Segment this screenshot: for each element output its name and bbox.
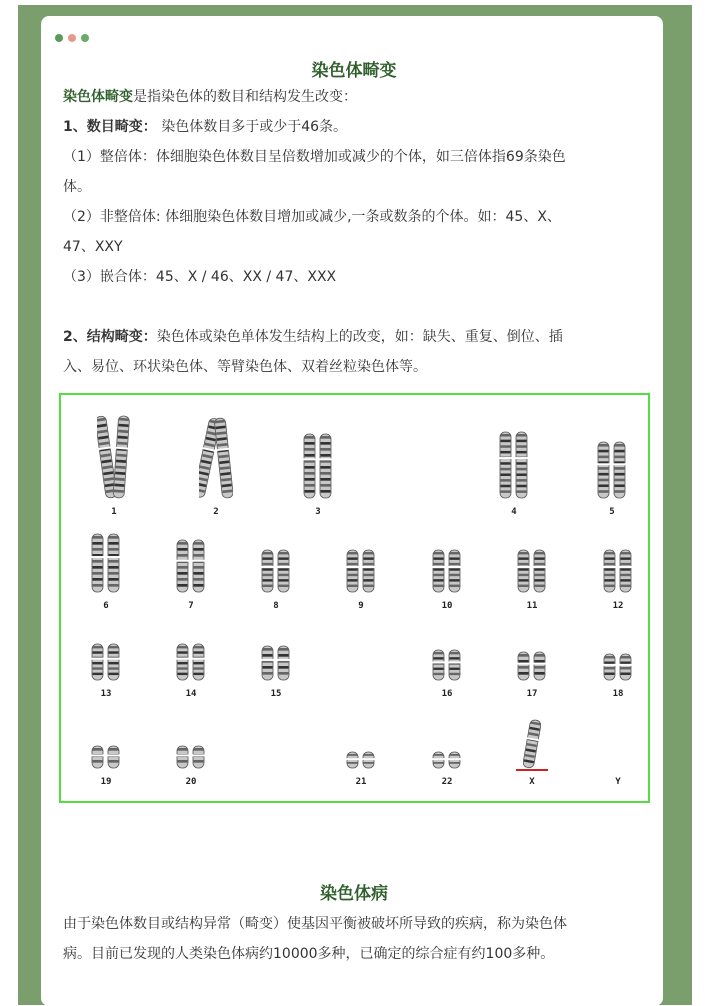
karyotype-label-x: X <box>529 777 535 787</box>
chromosome-x <box>523 717 541 771</box>
karyotype-label-7: 7 <box>188 601 194 611</box>
chromosome-3-chromatid <box>303 434 316 498</box>
item2-line1: （2）非整倍体: 体细胞染色体数目增加或减少,一条或数条的个体。如：45、X、 <box>63 209 561 225</box>
chromosome-4 <box>497 429 531 501</box>
chromosome-16 <box>430 647 464 683</box>
chromosome-21 <box>344 749 378 771</box>
chromosome-1 <box>97 413 131 501</box>
chromosome-6 <box>89 531 123 595</box>
chromosome-9-chromatid <box>346 550 359 592</box>
x-chromosome-marker-line <box>516 769 548 771</box>
chromosome-4-chromatid <box>499 432 512 498</box>
structural-aberration <box>63 322 643 352</box>
chromosome-10 <box>430 547 464 595</box>
chromosome-2 <box>199 415 233 501</box>
numeric-text: 染色体数目多于或少于46条。 <box>156 119 348 135</box>
window-dots <box>55 34 89 42</box>
chromosome-9 <box>344 547 378 595</box>
chromosome-22-chromatid <box>432 752 445 768</box>
karyotype-label-17: 17 <box>526 689 538 699</box>
chromosome-19 <box>89 743 123 771</box>
chromosome-10-chromatid <box>432 550 445 592</box>
karyotype-label-11: 11 <box>526 601 538 611</box>
karyotype-label-9: 9 <box>358 601 364 611</box>
numeric-aberration <box>63 112 643 142</box>
chromosome-16-chromatid <box>448 650 461 680</box>
numeric-head: 1、数目畸变： <box>63 119 157 135</box>
intro-paragraph <box>63 82 643 112</box>
chromosome-13 <box>89 641 123 683</box>
chromosome-11-chromatid <box>533 550 546 592</box>
item2-line2: 47、XXY <box>63 239 123 255</box>
chromosome-22-chromatid <box>448 752 461 768</box>
chromosome-12-chromatid <box>619 550 632 592</box>
chromosome-15 <box>259 643 293 683</box>
chromosome-13-chromatid <box>107 644 120 680</box>
karyotype-label-3: 3 <box>315 507 321 517</box>
chromosome-9-chromatid <box>362 550 375 592</box>
section-title-aberration: 染色体畸变 <box>311 61 397 81</box>
karyotype-label-1: 1 <box>111 507 117 517</box>
intro-bold: 染色体畸变 <box>63 89 133 105</box>
karyotype-label-y: Y <box>615 777 621 787</box>
karyotype-label-18: 18 <box>612 689 624 699</box>
chromosome-7-chromatid <box>176 540 189 592</box>
disease-line1: 由于染色体数目或结构异常（畸变）使基因平衡被破坏所导致的疾病，称为染色体 <box>63 916 567 932</box>
chromosome-3 <box>301 431 335 501</box>
karyotype-label-22: 22 <box>441 777 453 787</box>
chromosome-7 <box>174 537 208 595</box>
chromosome-21-chromatid <box>346 752 359 768</box>
chromosome-14 <box>174 641 208 683</box>
chromosome-x-chromatid <box>523 719 541 769</box>
structural-line1: 染色体或染色单体发生结构上的改变，如：缺失、重复、倒位、插 <box>156 329 563 345</box>
chromosome-8-chromatid <box>261 550 274 592</box>
karyotype-label-6: 6 <box>103 601 109 611</box>
karyotype-label-14: 14 <box>185 689 197 699</box>
karyotype-label-4: 4 <box>511 507 517 517</box>
chromosome-17-chromatid <box>533 652 546 680</box>
structural-head: 2、结构畸变： <box>63 329 157 345</box>
chromosome-14-chromatid <box>176 644 189 680</box>
karyotype-label-20: 20 <box>185 777 197 787</box>
chromosome-12-chromatid <box>603 550 616 592</box>
chromosome-4-chromatid <box>515 432 528 498</box>
item1-line1: （1）整倍体：体细胞染色体数目呈倍数增加或减少的个体，如三倍体指69条染色 <box>63 149 566 165</box>
chromosome-8-chromatid <box>277 550 290 592</box>
disease-line2: 病。目前已发现的人类染色体病约10000多种，已确定的综合症有约100多种。 <box>63 946 555 962</box>
dot-green <box>55 34 63 42</box>
chromosome-8 <box>259 547 293 595</box>
chromosome-16-chromatid <box>432 650 445 680</box>
chromosome-20 <box>174 743 208 771</box>
item1-line2: 体。 <box>63 179 91 195</box>
structural-line2: 入、易位、环状染色体、等臂染色体、双着丝粒染色体等。 <box>63 359 427 375</box>
chromosome-18-chromatid <box>619 654 632 680</box>
karyotype-label-2: 2 <box>213 507 219 517</box>
chromosome-17-chromatid <box>517 652 530 680</box>
chromosome-19-chromatid <box>107 746 120 768</box>
chromosome-18 <box>601 651 635 683</box>
chromosome-7-chromatid <box>192 540 205 592</box>
karyotype-label-21: 21 <box>355 777 367 787</box>
item3: （3）嵌合体：45、X / 46、XX / 47、XXX <box>63 269 337 285</box>
karyotype-label-15: 15 <box>270 689 282 699</box>
chromosome-11-chromatid <box>517 550 530 592</box>
chromosome-21-chromatid <box>362 752 375 768</box>
chromosome-11 <box>515 547 549 595</box>
chromosome-1-chromatid <box>112 416 131 499</box>
chromosome-15-chromatid <box>261 646 274 680</box>
section-title-disease: 染色体病 <box>320 884 388 904</box>
chromosome-5-chromatid <box>613 442 626 498</box>
karyotype-label-5: 5 <box>609 507 615 517</box>
dot-green-2 <box>81 34 89 42</box>
chromosome-13-chromatid <box>91 644 104 680</box>
karyotype-label-10: 10 <box>441 601 453 611</box>
karyotype-label-8: 8 <box>273 601 279 611</box>
chromosome-15-chromatid <box>277 646 290 680</box>
chromosome-20-chromatid <box>192 746 205 768</box>
chromosome-6-chromatid <box>107 534 120 592</box>
chromosome-10-chromatid <box>448 550 461 592</box>
chromosome-17 <box>515 649 549 683</box>
karyotype-label-13: 13 <box>100 689 112 699</box>
chromosome-19-chromatid <box>91 746 104 768</box>
dot-pink <box>68 34 76 42</box>
chromosome-2-chromatid <box>213 418 233 499</box>
karyotype-figure <box>59 393 650 803</box>
chromosome-5-chromatid <box>597 442 610 498</box>
karyotype-label-12: 12 <box>612 601 624 611</box>
chromosome-6-chromatid <box>91 534 104 592</box>
chromosome-22 <box>430 749 464 771</box>
intro-rest: 是指染色体的数目和结构发生改变： <box>133 89 357 105</box>
chromosome-5 <box>595 439 629 501</box>
chromosome-14-chromatid <box>192 644 205 680</box>
karyotype-label-19: 19 <box>100 777 112 787</box>
chromosome-20-chromatid <box>176 746 189 768</box>
chromosome-3-chromatid <box>319 434 332 498</box>
karyotype-label-16: 16 <box>441 689 453 699</box>
chromosome-18-chromatid <box>603 654 616 680</box>
chromosome-12 <box>601 547 635 595</box>
